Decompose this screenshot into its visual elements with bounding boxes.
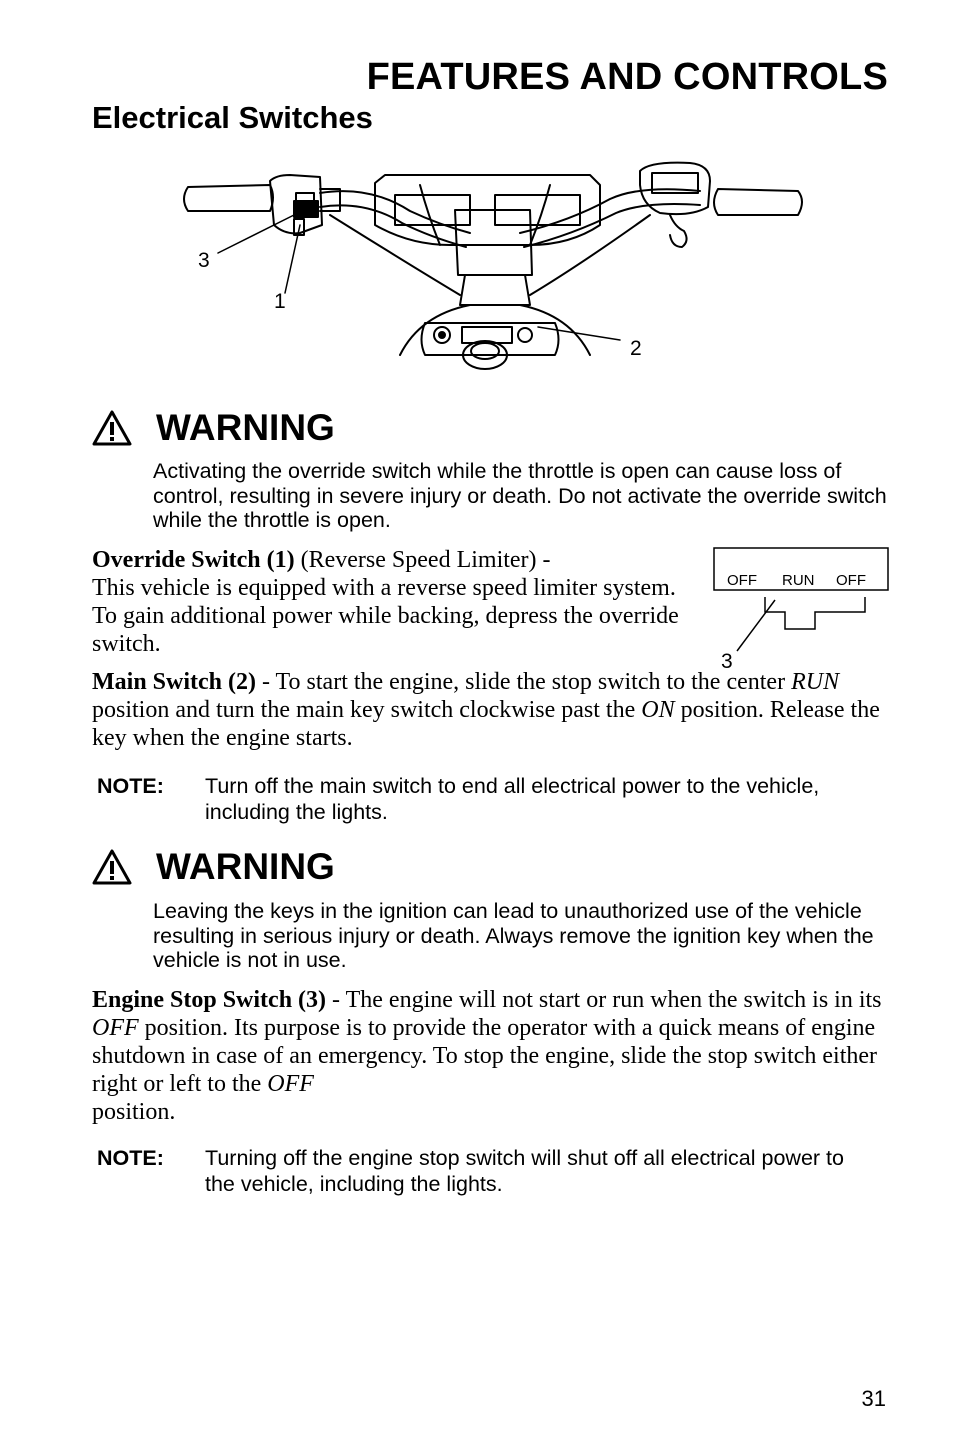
- warning-header-2: [92, 845, 335, 889]
- override-switch-text: This vehicle is equipped with a reverse speed limiter system. To gain additional power while backing, depress the override switch.: [92, 575, 679, 657]
- note-text: Turn off the main switch to end all electrical power to the vehicle, including the lights.: [205, 774, 820, 824]
- note-text: Turning off the engine stop switch will shut off all electrical power to the vehicle, including the lights.: [205, 1146, 844, 1196]
- warning-title: WARNING: [156, 407, 335, 448]
- handlebar-illustration: [170, 155, 820, 380]
- note-2: [97, 1146, 877, 1198]
- warning-triangle-icon: [92, 410, 132, 446]
- switch-callout-3: 3: [721, 650, 733, 673]
- engine-stop-label: Engine Stop Switch (3): [92, 987, 327, 1013]
- warning-text-2: Leaving the keys in the ignition can lead to unauthorized use of the vehicle resulting in serious injury or death. Always remove the ignition key when the vehicle is not in use.: [153, 899, 874, 972]
- switch-pos-off-left: OFF: [727, 572, 757, 589]
- main-switch-paragraph: [92, 668, 882, 752]
- engine-stop-text-a: - The engine will not start or run when the switch is in its: [326, 987, 882, 1013]
- main-switch-text-a: - To start the engine, slide the stop switch to the center: [256, 669, 792, 695]
- page-header: FEATURES AND CONTROLS: [366, 56, 888, 98]
- run-term: RUN: [791, 669, 840, 695]
- engine-stop-switch-diagram: [705, 545, 895, 675]
- main-switch-text-c: position. Release the key when the engine starts.: [92, 697, 880, 751]
- engine-stop-text-c: position.: [92, 1099, 176, 1125]
- warning-header-1: [92, 406, 335, 450]
- main-switch-text-b: position and turn the main key switch clockwise past the: [92, 697, 642, 723]
- engine-stop-text-b: position. Its purpose is to provide the operator with a quick means of engine shutdown in case of an emergency. To stop the engine, slide the stop switch either right or left to the: [92, 1015, 878, 1097]
- note-label: NOTE:: [97, 1146, 164, 1170]
- note-label: NOTE:: [97, 774, 164, 798]
- callout-3: 3: [198, 249, 210, 272]
- engine-stop-switch-paragraph: [92, 986, 882, 1126]
- warning-text-1: Activating the override switch while the throttle is open can cause loss of control, resulting in severe injury or death. Do not activate the override switch while the throttle is open.: [153, 459, 887, 532]
- override-switch-paragraph: [92, 546, 692, 658]
- main-switch-label: Main Switch (2): [92, 669, 256, 695]
- override-switch-sublabel: (Reverse Speed Limiter) -: [294, 547, 551, 573]
- off-term: OFF: [267, 1071, 314, 1097]
- page-number: 31: [861, 1386, 886, 1411]
- callout-1: 1: [274, 290, 286, 313]
- switch-pos-run: RUN: [782, 572, 815, 589]
- section-title: Electrical Switches: [92, 100, 373, 135]
- warning-triangle-icon: [92, 849, 132, 885]
- note-1: [97, 774, 877, 826]
- on-term: ON: [641, 697, 675, 723]
- callout-2: 2: [630, 337, 642, 360]
- warning-title: WARNING: [156, 846, 335, 887]
- switch-pos-off-right: OFF: [836, 572, 866, 589]
- override-switch-label: Override Switch (1): [92, 547, 295, 573]
- off-term: OFF: [92, 1015, 139, 1041]
